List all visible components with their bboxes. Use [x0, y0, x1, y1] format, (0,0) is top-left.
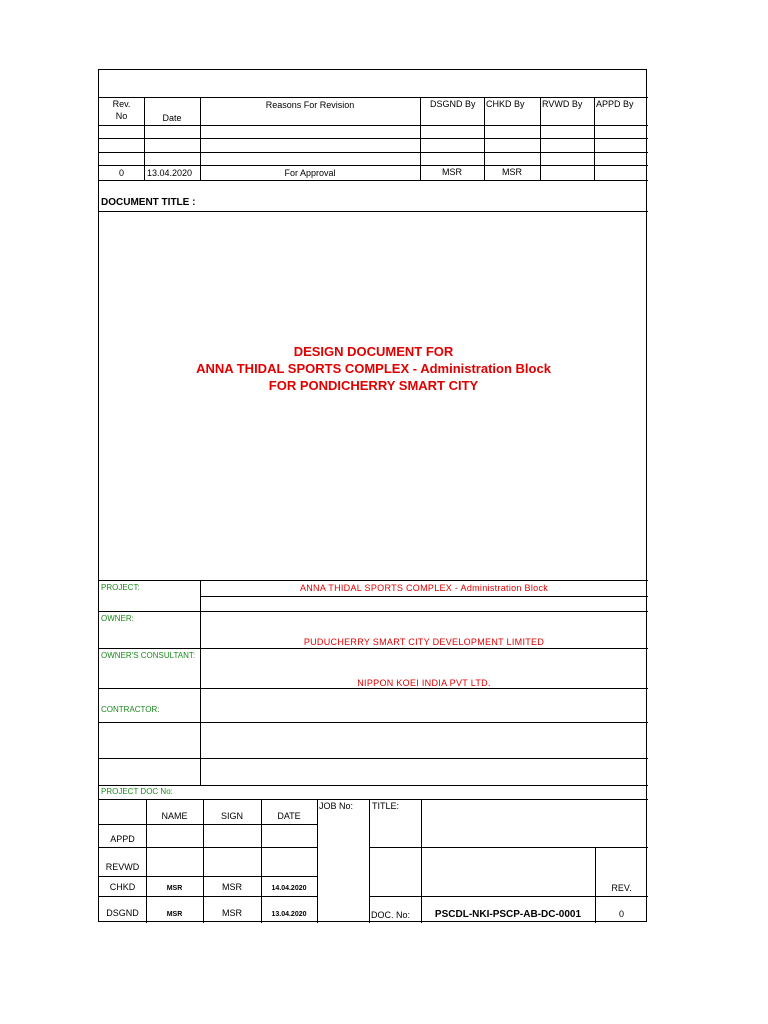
rule — [99, 722, 648, 723]
name-header: NAME — [161, 811, 188, 821]
title-line-1: DESIGN DOCUMENT FOR — [293, 344, 454, 359]
rev-value: 0 — [118, 168, 124, 178]
chkd-header: CHKD By — [486, 99, 525, 109]
reasons-header: Reasons For Revision — [265, 100, 355, 110]
rule — [99, 580, 648, 581]
dsgnd-name: MSR — [166, 911, 183, 918]
rev-reason-value: For Approval — [284, 168, 336, 178]
project-label: PROJECT: — [101, 583, 140, 592]
contractor-label: CONTRACTOR: — [101, 705, 160, 714]
rule — [317, 799, 318, 923]
rule — [99, 847, 317, 848]
rule — [99, 152, 648, 153]
dsgnd-header: DSGND By — [430, 99, 476, 109]
rule — [369, 896, 648, 897]
rule — [99, 97, 648, 98]
rule — [99, 799, 648, 800]
rule — [594, 97, 595, 180]
date-header: Date — [162, 113, 182, 123]
rule — [99, 876, 317, 877]
document-title-label: DOCUMENT TITLE : — [101, 197, 196, 208]
date-header-signoff: DATE — [277, 811, 301, 821]
rule — [99, 138, 648, 139]
sign-header: SIGN — [220, 811, 243, 821]
consultant-label: OWNER'S CONSULTANT: — [101, 651, 196, 660]
rule — [144, 97, 145, 180]
role-appd: APPD — [110, 834, 135, 844]
chkd-date: 14.04.2020 — [271, 885, 307, 892]
role-chkd: CHKD — [109, 882, 136, 892]
rvwd-header: RVWD By — [542, 99, 583, 109]
rule — [369, 847, 648, 848]
rev-date-value: 13.04.2020 — [147, 168, 193, 178]
chkd-sign: MSR — [222, 882, 242, 892]
rule — [99, 758, 648, 759]
rev-header-no: No — [115, 111, 128, 121]
rev-dsgnd-value: MSR — [442, 167, 462, 177]
rule — [99, 785, 648, 786]
doc-no-label: DOC. No: — [371, 910, 411, 920]
rule — [99, 125, 648, 126]
job-no-label: JOB No: — [319, 801, 354, 811]
role-dsgnd: DSGND — [106, 908, 139, 918]
owner-value: PUDUCHERRY SMART CITY DEVELOPMENT LIMITED — [303, 637, 545, 647]
role-revwd: REVWD — [105, 862, 140, 872]
appd-header: APPD By — [596, 99, 634, 109]
rev-header: Rev. — [112, 99, 131, 109]
chkd-name: MSR — [166, 885, 183, 892]
rule — [99, 824, 317, 825]
rule — [99, 648, 648, 649]
rev-chkd-value: MSR — [502, 167, 522, 177]
dsgnd-sign: MSR — [222, 908, 242, 918]
rule — [99, 165, 648, 166]
doc-no-value: PSCDL-NKI-PSCP-AB-DC-0001 — [434, 909, 582, 920]
dsgnd-date: 13.04.2020 — [271, 911, 307, 918]
title-label: TITLE: — [372, 801, 400, 811]
rule — [200, 596, 648, 597]
rule — [99, 611, 648, 612]
title-line-2: ANNA THIDAL SPORTS COMPLEX - Administration Block — [196, 361, 551, 376]
rule — [99, 180, 648, 181]
rule — [99, 211, 648, 212]
rev-label: REV. — [611, 883, 632, 893]
owner-label: OWNER: — [101, 614, 134, 623]
rule — [540, 97, 541, 180]
rule — [99, 896, 317, 897]
rev-number: 0 — [618, 909, 624, 919]
project-doc-label: PROJECT DOC No: — [101, 787, 173, 796]
document-sheet — [98, 69, 647, 922]
rule — [369, 799, 370, 923]
project-value: ANNA THIDAL SPORTS COMPLEX - Administration Block — [299, 583, 549, 593]
consultant-value: NIPPON KOEI INDIA PVT LTD. — [357, 678, 491, 688]
title-line-3: FOR PONDICHERRY SMART CITY — [268, 378, 479, 393]
rule — [421, 799, 422, 923]
